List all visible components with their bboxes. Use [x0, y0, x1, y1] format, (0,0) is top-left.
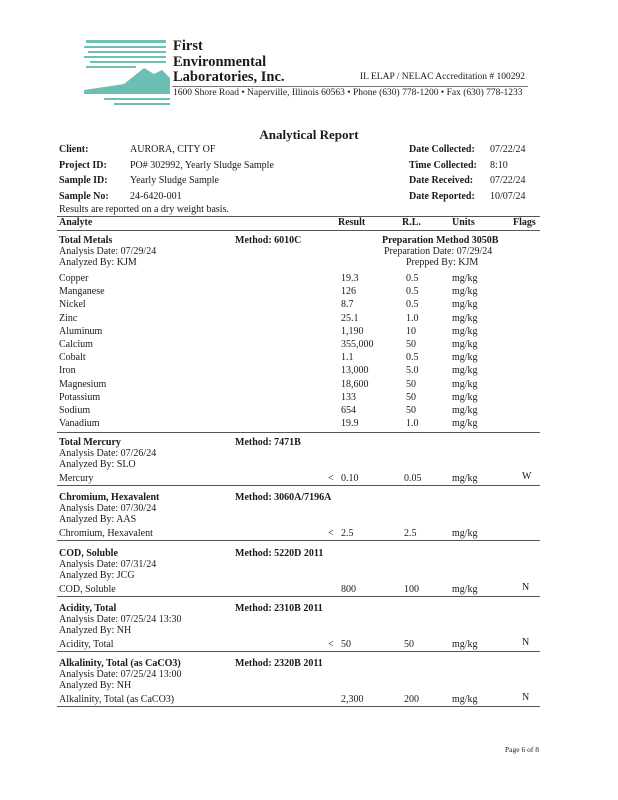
company-name-line-1: First	[173, 38, 203, 54]
info-value: PO# 302992, Yearly Sludge Sample	[130, 159, 274, 171]
col-units: Units	[452, 217, 475, 228]
divider	[57, 485, 540, 486]
analysis-date: Analysis Date: 07/25/24 13:00	[59, 669, 182, 680]
divider	[57, 651, 540, 652]
analyzed-by: Analyzed By: SLO	[59, 459, 136, 470]
units-value: mg/kg	[452, 273, 478, 284]
company-name-line-3: Laboratories, Inc.	[173, 69, 285, 85]
analyte-name: Potassium	[59, 391, 101, 403]
metals-title: Total Metals	[59, 235, 113, 246]
units-value: mg/kg	[452, 339, 478, 350]
rl-value: 0.5	[406, 286, 419, 298]
result-value: 13,000	[341, 365, 369, 377]
analyte-name: Mercury	[59, 473, 94, 484]
units-value: mg/kg	[452, 286, 478, 298]
metals-analyzed-by: Analyzed By: KJM	[59, 257, 137, 268]
rl-value: 10	[406, 325, 416, 337]
flag-value: W	[522, 471, 532, 482]
rl-value: 1.0	[406, 312, 419, 324]
page-number: Page 6 of 8	[505, 745, 539, 754]
result-value: 2.5	[341, 528, 354, 539]
analyte-name: COD, Soluble	[59, 584, 116, 595]
result-value: 355,000	[341, 339, 374, 350]
section-title: Chromium, Hexavalent	[59, 492, 160, 503]
section-title: Total Mercury	[59, 437, 121, 448]
rl-value: 200	[404, 694, 419, 705]
rl-value: 50	[406, 378, 416, 390]
section-method: Method: 3060A/7196A	[235, 492, 332, 503]
section-method: Method: 2310B 2011	[235, 603, 323, 614]
analyte-name: Chromium, Hexavalent	[59, 528, 153, 539]
analyte-name: Zinc	[59, 312, 78, 324]
analyte-name: Nickel	[59, 299, 86, 311]
section-method: Method: 2320B 2011	[235, 658, 323, 669]
rl-value: 50	[406, 405, 416, 416]
analyzed-by: Analyzed By: NH	[59, 680, 132, 691]
rl-value: 50	[404, 639, 414, 650]
metals-method: Method: 6010C	[235, 235, 302, 246]
section-title: Acidity, Total	[59, 603, 117, 614]
rl-value: 50	[406, 339, 416, 350]
divider	[57, 432, 540, 433]
col-flags: Flags	[513, 217, 536, 228]
info-value: AURORA, CITY OF	[130, 144, 216, 155]
analysis-date: Analysis Date: 07/26/24	[59, 448, 157, 459]
analyte-name: Sodium	[59, 405, 91, 416]
info-value: 24-6420-001	[130, 190, 182, 202]
analyte-name: Cobalt	[59, 352, 86, 364]
divider	[57, 230, 540, 231]
analyte-name: Iron	[59, 365, 76, 377]
rl-value: 5.0	[406, 365, 419, 377]
less-than-qualifier: <	[328, 473, 334, 484]
rl-value: 1.0	[406, 418, 419, 430]
flag-value: N	[522, 692, 530, 703]
units-value: mg/kg	[452, 312, 478, 324]
info-value: 8:10	[490, 159, 508, 171]
result-value: 25.1	[341, 312, 359, 324]
analyte-name: Manganese	[59, 286, 105, 298]
info-label: Sample ID:	[59, 175, 108, 186]
section-title: Alkalinity, Total (as CaCO3)	[59, 658, 181, 669]
units-value: mg/kg	[452, 528, 478, 539]
flag-value: N	[522, 582, 530, 593]
divider	[57, 540, 540, 541]
result-value: 800	[341, 584, 356, 595]
info-value: Yearly Sludge Sample	[130, 175, 219, 186]
result-value: 19.3	[341, 273, 359, 284]
section-method: Method: 5220D 2011	[235, 548, 324, 559]
header-divider	[172, 86, 528, 87]
section-method: Method: 7471B	[235, 437, 301, 448]
less-than-qualifier: <	[328, 639, 334, 650]
info-label: Time Collected:	[409, 159, 477, 171]
info-label: Client:	[59, 144, 89, 155]
info-value: 07/22/24	[490, 175, 526, 186]
rl-value: 50	[406, 391, 416, 403]
units-value: mg/kg	[452, 639, 478, 650]
units-value: mg/kg	[452, 325, 478, 337]
divider	[57, 706, 540, 707]
info-label: Date Received:	[409, 175, 474, 186]
units-value: mg/kg	[452, 405, 478, 416]
result-value: 126	[341, 286, 356, 298]
result-value: 19.9	[341, 418, 359, 430]
analysis-date: Analysis Date: 07/31/24	[59, 559, 157, 570]
result-value: 2,300	[341, 694, 364, 705]
info-label: Date Collected:	[409, 144, 475, 155]
rl-value: 0.5	[406, 273, 419, 284]
analyte-name: Calcium	[59, 339, 93, 350]
analyzed-by: Analyzed By: AAS	[59, 514, 137, 525]
company-logo	[84, 38, 170, 108]
result-value: 0.10	[341, 473, 359, 484]
address: 1600 Shore Road • Naperville, Illinois 60563 • Phone (630) 778-1200 • Fax (630) 778-1233	[173, 88, 523, 98]
units-value: mg/kg	[452, 365, 478, 377]
units-value: mg/kg	[452, 584, 478, 595]
metals-prep-date: Preparation Date: 07/29/24	[384, 246, 493, 257]
report-title: Analytical Report	[259, 127, 359, 142]
result-value: 8.7	[341, 299, 354, 311]
result-value: 18,600	[341, 378, 369, 390]
section-title: COD, Soluble	[59, 548, 118, 559]
analyzed-by: Analyzed By: JCG	[59, 570, 135, 581]
result-value: 654	[341, 405, 356, 416]
units-value: mg/kg	[452, 418, 478, 430]
col-analyte: Analyte	[59, 217, 93, 228]
analyte-name: Acidity, Total	[59, 639, 114, 650]
analyte-name: Vanadium	[59, 418, 100, 430]
metals-prep-method: Preparation Method 3050B	[382, 235, 499, 246]
col-result: Result	[338, 217, 366, 228]
result-value: 50	[341, 639, 351, 650]
accreditation: IL ELAP / NELAC Accreditation # 100292	[360, 72, 525, 82]
units-value: mg/kg	[452, 352, 478, 364]
analyzed-by: Analyzed By: NH	[59, 625, 132, 636]
info-label: Sample No:	[59, 190, 109, 202]
result-value: 133	[341, 391, 356, 403]
rl-value: 0.05	[404, 473, 422, 484]
flag-value: N	[522, 637, 530, 648]
rl-value: 0.5	[406, 299, 419, 311]
metals-prepped-by: Prepped By: KJM	[406, 257, 479, 268]
less-than-qualifier: <	[328, 528, 334, 539]
analyte-name: Copper	[59, 273, 89, 284]
analysis-date: Analysis Date: 07/30/24	[59, 503, 157, 514]
analyte-name: Alkalinity, Total (as CaCO3)	[59, 694, 175, 705]
analyte-name: Magnesium	[59, 378, 107, 390]
info-label: Project ID:	[59, 159, 107, 171]
rl-value: 2.5	[404, 528, 417, 539]
units-value: mg/kg	[452, 473, 478, 484]
rl-value: 0.5	[406, 352, 419, 364]
rl-value: 100	[404, 584, 419, 595]
units-value: mg/kg	[452, 391, 478, 403]
company-name-line-2: Environmental	[173, 54, 267, 70]
units-value: mg/kg	[452, 694, 478, 705]
info-value: 07/22/24	[490, 144, 526, 155]
analyte-name: Aluminum	[59, 325, 103, 337]
info-value: 10/07/24	[490, 190, 526, 202]
metals-analysis-date: Analysis Date: 07/29/24	[59, 246, 157, 257]
units-value: mg/kg	[452, 299, 478, 311]
basis-note: Results are reported on a dry weight basis.	[59, 204, 229, 215]
col-rl: R.L.	[402, 217, 421, 228]
info-label: Date Reported:	[409, 190, 475, 202]
divider	[57, 596, 540, 597]
result-value: 1,190	[341, 325, 364, 337]
analysis-date: Analysis Date: 07/25/24 13:30	[59, 614, 182, 625]
units-value: mg/kg	[452, 378, 478, 390]
result-value: 1.1	[341, 352, 354, 364]
